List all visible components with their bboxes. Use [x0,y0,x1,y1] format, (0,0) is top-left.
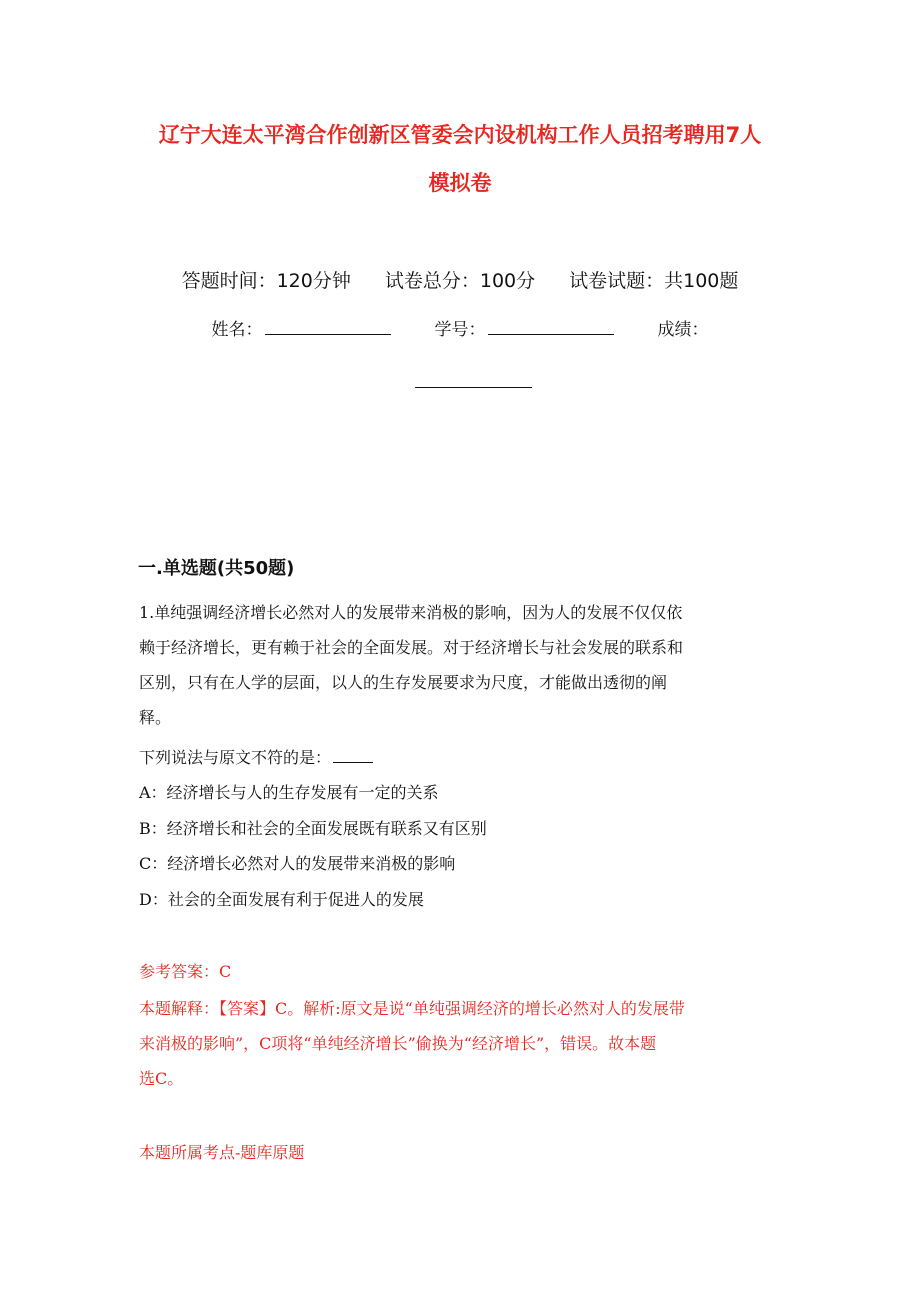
explanation [139,991,779,1096]
exam-time: 答题时间：120分钟 [181,270,351,292]
exam-title-line1: 辽宁大连太平湾合作创新区管委会内设机构工作人员招考聘用7人 [158,123,762,147]
student-id-blank [488,316,614,335]
score-blank [415,387,532,388]
option-b: B：经济增长和社会的全面发展既有联系又有区别 [139,819,487,838]
explanation-line: 来消极的影响”，C项将“单纯经济增长”偷换为“经济增长”，错误。故本题 [139,1034,657,1053]
question-prompt [139,746,373,770]
exam-title-line2: 模拟卷 [428,171,492,195]
score-label: 成绩： [657,320,709,340]
student-fields [0,316,920,344]
explanation-line: 本题解释：【答案】C。解析:原文是说“单纯强调经济的增长必然对人的发展带 [139,999,685,1018]
option-c: C：经济增长必然对人的发展带来消极的影响 [139,854,456,873]
explanation-line: 选C。 [139,1069,184,1088]
option-d: D：社会的全面发展有利于促进人的发展 [139,890,424,909]
total-score: 试卷总分：100分 [384,270,536,292]
question-stem [139,595,779,735]
student-id-label: 学号： [434,320,486,340]
name-label: 姓名： [211,320,263,340]
section-title: 一.单选题(共50题) [138,558,295,579]
exam-meta [0,266,920,296]
stem-line: 区别，只有在人学的层面，以人的生存发展要求为尺度，才能做出透彻的阐 [139,673,668,692]
prompt-text: 下列说法与原文不符的是： [139,748,332,767]
option-a: A：经济增长与人的生存发展有一定的关系 [139,783,439,802]
question-count: 试卷试题：共100题 [569,270,739,292]
answer-blank [333,748,373,763]
reference-answer: 参考答案：C [139,962,232,981]
stem-line: 释。 [139,708,172,727]
stem-line: 赖于经济增长，更有赖于社会的全面发展。对于经济增长与社会发展的联系和 [139,638,684,657]
name-blank [265,316,391,335]
question-topic: 本题所属考点-题库原题 [139,1143,305,1162]
stem-line: 1.单纯强调经济增长必然对人的发展带来消极的影响，因为人的发展不仅仅依 [139,603,683,622]
